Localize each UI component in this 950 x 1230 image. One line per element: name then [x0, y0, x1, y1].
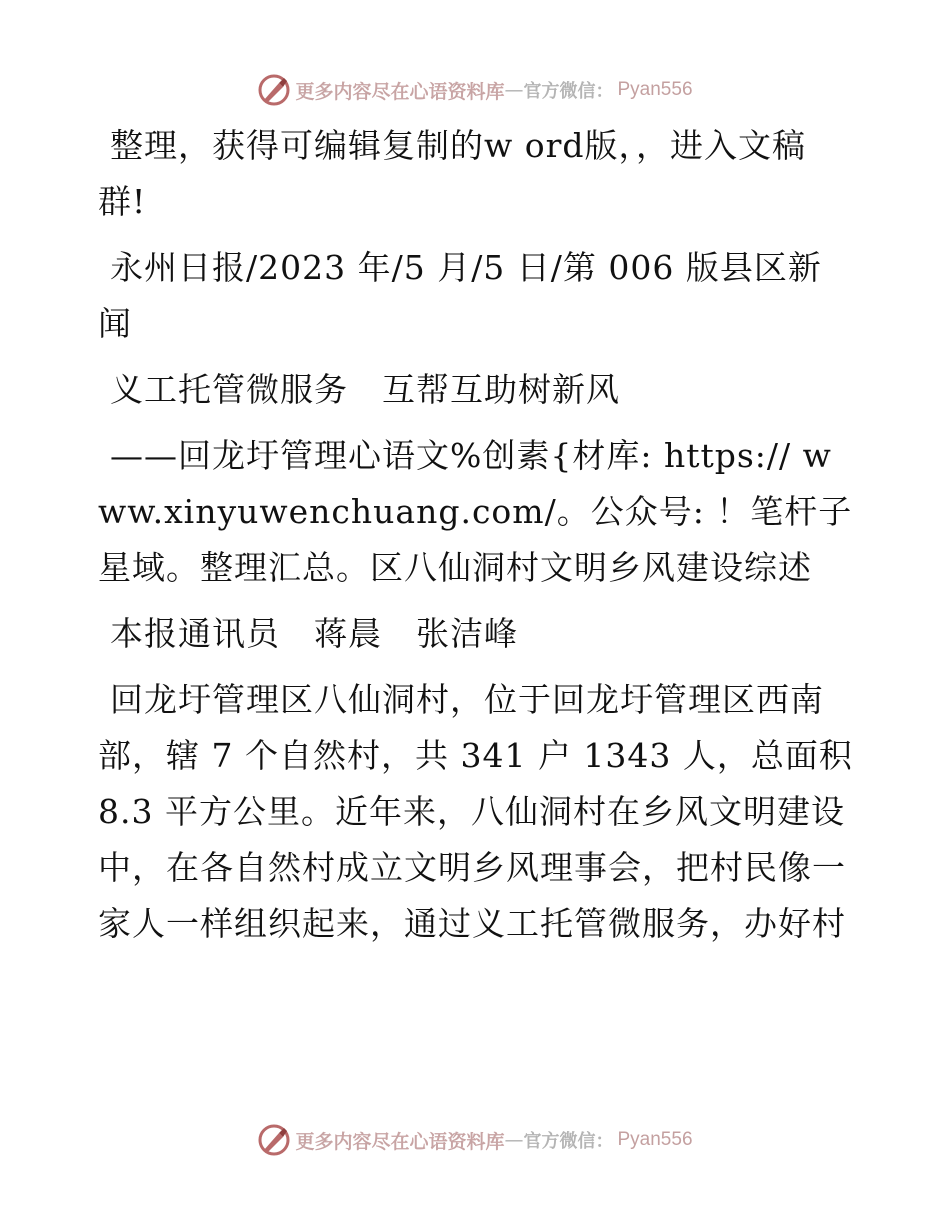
pen-logo-icon	[257, 1123, 291, 1157]
watermark-title: 更多内容尽在心语资料库	[295, 1130, 505, 1153]
source-line: 永州日报/2023 年/5 月/5 日/第 006 版县区新闻	[98, 248, 822, 343]
intro-paragraph: 整理，获得可编辑复制的w ord版，，进入文稿群!	[98, 126, 807, 221]
subheadline: ——回龙圩管理心语文%创素{材库: https:// www.xinyuwenchuang.com/。公众号: ！笔杆子星域。整理汇总。区八仙洞村文明乡风建设综述	[98, 436, 853, 587]
watermark-wechat-id: Pyan556	[617, 1129, 693, 1150]
header-watermark	[0, 70, 950, 110]
byline: 本报通讯员 蒋晨 张洁峰	[110, 614, 518, 653]
watermark-wechat-id: Pyan556	[617, 79, 693, 100]
headline: 义工托管微服务 互帮互助树新风	[110, 370, 620, 409]
footer-watermark	[0, 1120, 950, 1160]
pen-logo-icon	[257, 73, 291, 107]
watermark-title: 更多内容尽在心语资料库	[295, 80, 505, 103]
article-content	[98, 118, 853, 962]
watermark-wechat-label: 官方微信：	[523, 81, 614, 102]
watermark-separator: —	[504, 79, 524, 101]
watermark-wechat-label: 官方微信：	[523, 1131, 614, 1152]
watermark-separator: —	[504, 1129, 524, 1151]
body-paragraph: 回龙圩管理区八仙洞村，位于回龙圩管理区西南部，辖 7 个自然村，共 341 户 1343 人，总面积 8.3 平方公里。近年来，八仙洞村在乡风文明建设中，在各自然村成立文明乡风理事会，把村民像一家人一样组织起来，通过义工托管微服务，办好村	[98, 680, 853, 943]
